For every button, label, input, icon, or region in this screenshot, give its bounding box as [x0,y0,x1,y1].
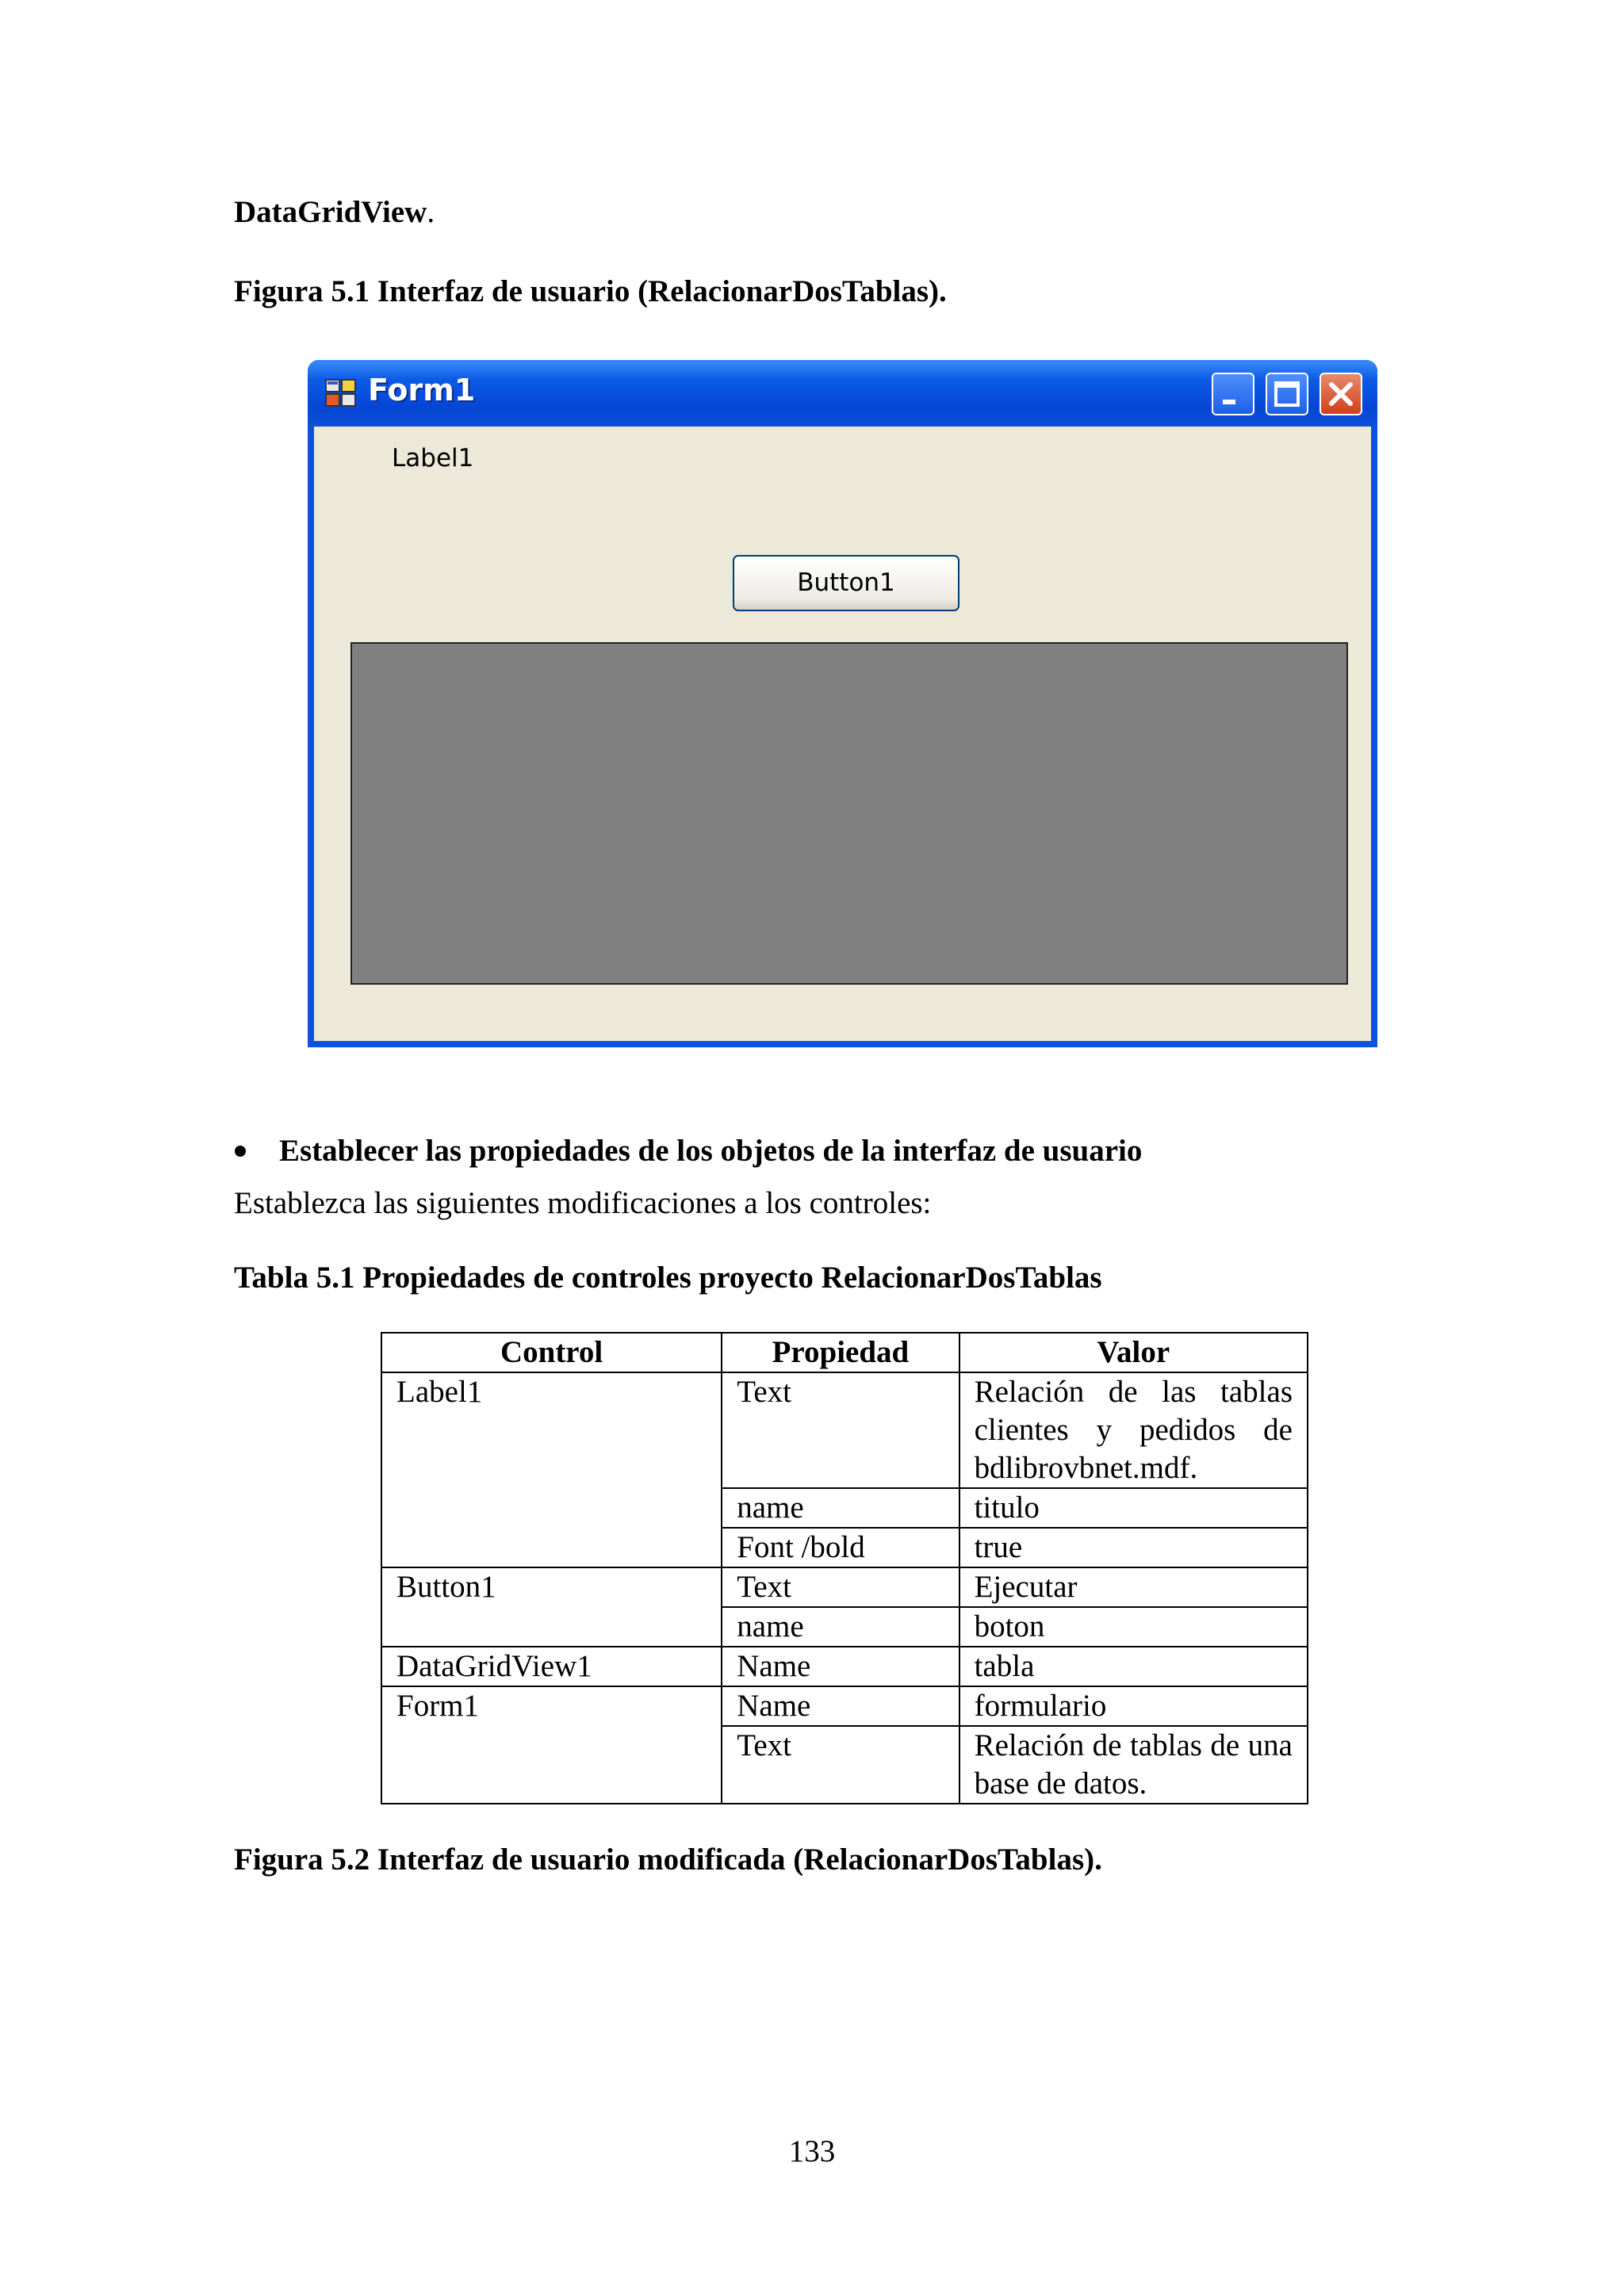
control-cell: DataGridView1 [381,1647,722,1686]
intro-word: DataGridView [234,195,427,229]
app-icon [325,379,357,408]
control-cell: Form1 [381,1686,722,1804]
close-button[interactable] [1320,373,1362,415]
window-titlebar[interactable] [308,360,1377,427]
table-row [381,1686,1308,1726]
value-cell: titulo [959,1488,1308,1528]
property-cell: name [722,1607,959,1647]
value-cell: boton [959,1607,1308,1647]
bullet-heading: Establecer las propiedades de los objetos de la interfaz de usuario [279,1134,1143,1168]
label1: Label1 [392,444,474,473]
property-cell: name [722,1488,959,1528]
minimize-button[interactable] [1212,373,1254,415]
figure1-caption: Figura 5.1 Interfaz de usuario (RelacionarDosTablas). [234,274,947,308]
properties-table [381,1332,1308,1804]
property-cell: Name [722,1647,959,1686]
form-client-area [314,427,1371,1041]
value-cell: formulario [959,1686,1308,1726]
header-property: Propiedad [722,1333,959,1372]
value-cell: Relación de las tablas clientes y pedidos de bdlibrovbnet.mdf. [959,1372,1308,1488]
table-row [381,1372,1308,1488]
button1[interactable]: Button1 [733,555,959,611]
property-cell: Name [722,1686,959,1726]
property-cell: Text [722,1726,959,1804]
intro-period: . [427,195,435,229]
maximize-icon [1267,374,1307,414]
datagridview1[interactable] [350,642,1348,985]
bullet-icon [235,1146,246,1157]
header-control: Control [381,1333,722,1372]
table-row [381,1647,1308,1686]
intro-line [234,193,435,232]
close-icon [1321,374,1361,414]
property-cell: Text [722,1567,959,1607]
maximize-button[interactable] [1266,373,1308,415]
minimize-icon [1213,374,1253,414]
value-cell: Ejecutar [959,1567,1308,1607]
table-header-row [381,1333,1308,1372]
header-value: Valor [959,1333,1308,1372]
table-caption: Tabla 5.1 Propiedades de controles proyecto RelacionarDosTablas [234,1261,1102,1295]
bullet-heading-row [235,1132,1142,1170]
property-cell: Font /bold [722,1528,959,1567]
property-cell: Text [722,1372,959,1488]
control-cell: Label1 [381,1372,722,1567]
value-cell: tabla [959,1647,1308,1686]
control-cell: Button1 [381,1567,722,1647]
table-row [381,1567,1308,1607]
value-cell: true [959,1528,1308,1567]
window-title: Form1 [368,373,476,408]
value-cell: Relación de tablas de una base de datos. [959,1726,1308,1804]
figure2-caption: Figura 5.2 Interfaz de usuario modificada (RelacionarDosTablas). [234,1843,1102,1877]
form-window [308,360,1377,1047]
page-number: 133 [788,2134,836,2168]
instruction-text: Establezca las siguientes modificaciones a los controles: [234,1186,932,1220]
